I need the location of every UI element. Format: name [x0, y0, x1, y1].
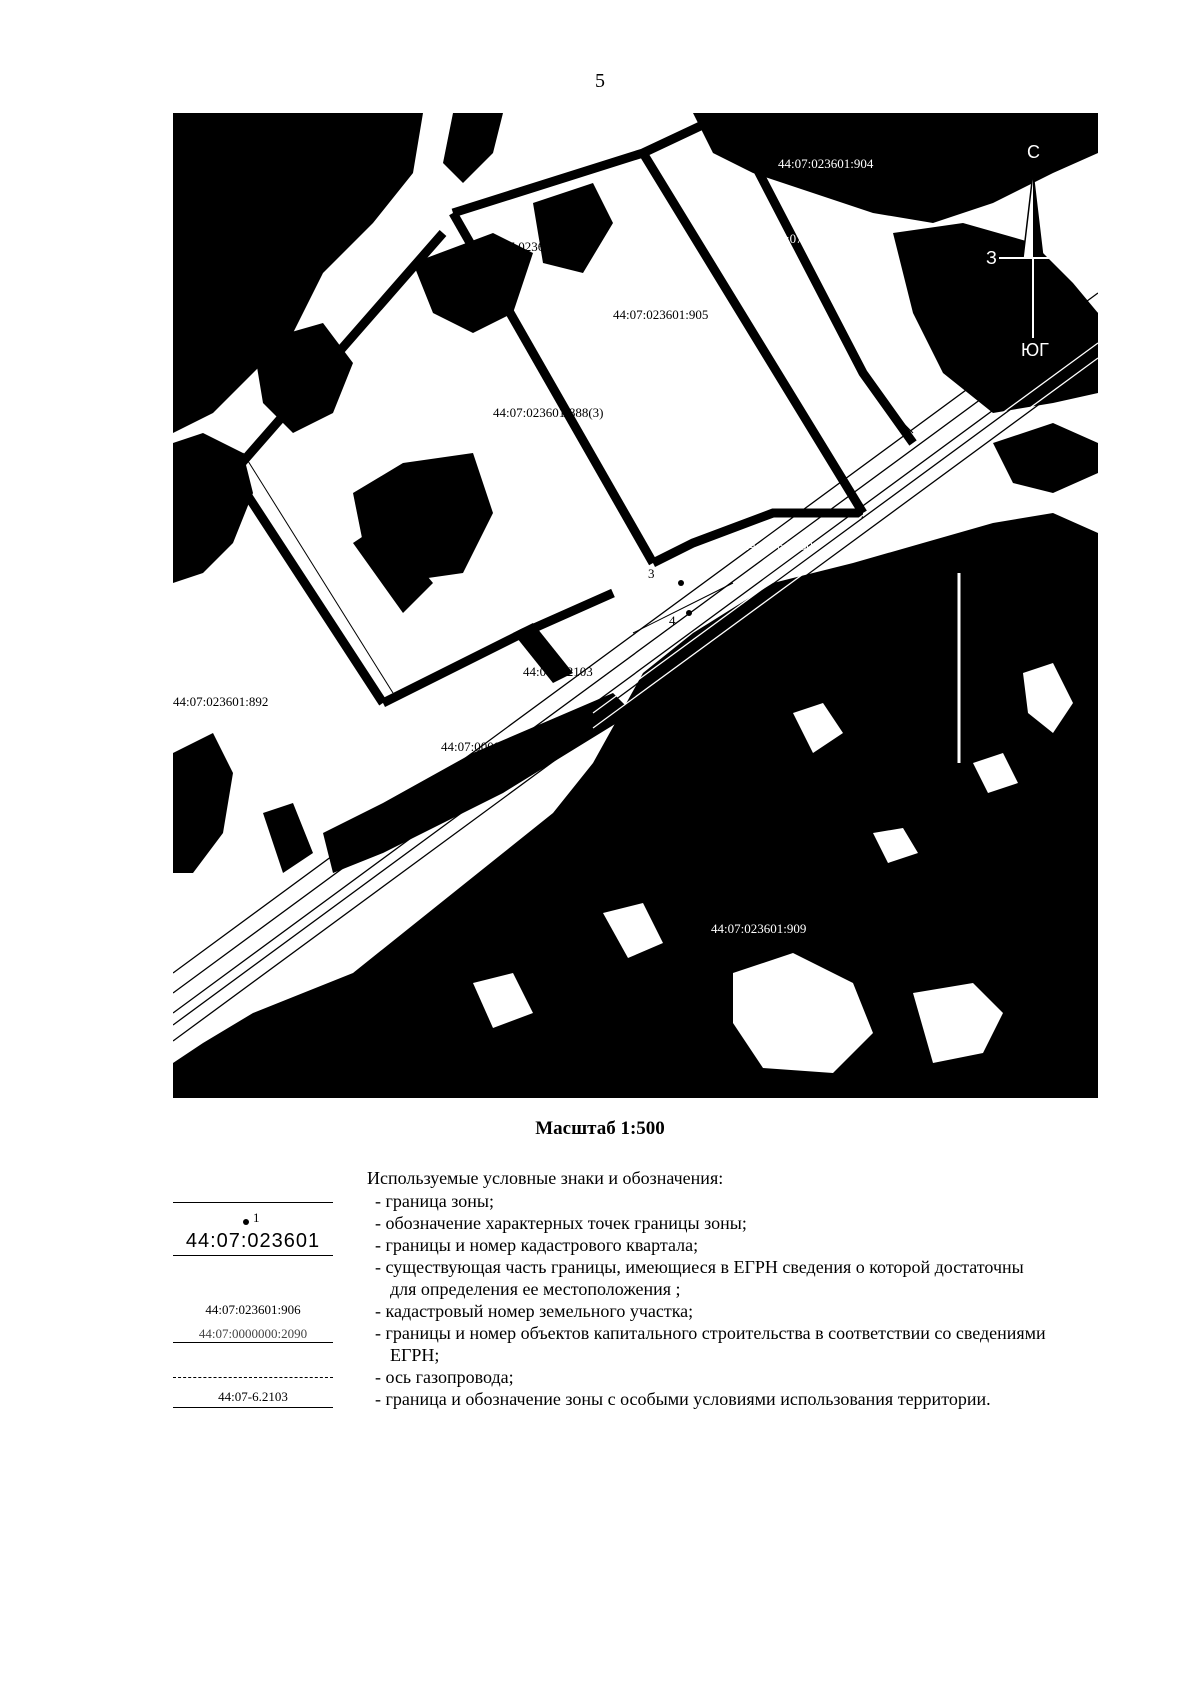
- legend-row-zone-boundary: [173, 1190, 1173, 1212]
- aerial-map: [173, 113, 1098, 1098]
- legend-symbol-building: [173, 1322, 333, 1344]
- legend-text: [375, 1256, 1024, 1300]
- legend-symbol-parcel: [173, 1300, 333, 1322]
- label-parcel-904: 44:07:023601:904: [778, 156, 874, 171]
- gas-axis-line: [173, 1377, 333, 1378]
- parcel-number: 44:07:023601:906: [205, 1302, 301, 1317]
- legend-row-quarter: [173, 1230, 1173, 1256]
- label-parcel-909: 44:07:023601:909: [711, 921, 807, 936]
- compass-north-label: С: [1027, 142, 1040, 162]
- legend-text: [375, 1322, 1046, 1366]
- label-parcel-892: 44:07:023601:892: [173, 694, 269, 709]
- legend-symbol-zone: [173, 1388, 333, 1410]
- label-zone-3980: 44:07-6.3980: [743, 538, 813, 553]
- label-point-4: 4: [669, 613, 676, 628]
- label-point-3: 3: [648, 566, 655, 581]
- building-number: 44:07:0000000:2090: [198, 1326, 308, 1341]
- legend-text: - ось газопровода;: [375, 1367, 514, 1387]
- page-number: 5: [595, 70, 605, 92]
- legend-text: - обозначение характерных точек границы зоны;: [375, 1213, 747, 1233]
- legend-text: - граница и обозначение зоны с особыми условиями использования территории.: [375, 1389, 991, 1409]
- legend-symbol-gas-axis: [173, 1366, 333, 1388]
- label-parcel-905: 44:07:023601:905: [613, 307, 709, 322]
- compass-east-label: В: [1069, 248, 1082, 268]
- map-canvas: [173, 113, 1098, 1098]
- legend-row-existing-boundary: [173, 1256, 1173, 1300]
- scale-label: Масштаб 1:500: [535, 1118, 665, 1139]
- legend-row-buildings: [173, 1322, 1173, 1366]
- legend-row-zone: [173, 1388, 1173, 1410]
- legend-symbol-existing-boundary: [173, 1256, 333, 1278]
- point-number: 1: [253, 1210, 260, 1225]
- legend-title: Используемые условные знаки и обозначения:: [367, 1168, 724, 1188]
- legend-text-line2: для определения ее местоположения ;: [390, 1279, 681, 1299]
- label-zone-2103: 44:07-6.2103: [523, 664, 593, 679]
- legend-symbol-quarter: [173, 1230, 333, 1256]
- legend-text: - граница зоны;: [375, 1191, 494, 1211]
- label-parcel-888: 44:07:023601:888(3): [493, 405, 604, 420]
- legend-text-line1: - существующая часть границы, имеющиеся в ЕГРН сведения о которой достаточны: [375, 1257, 1024, 1277]
- legend-text: - кадастровый номер земельного участка;: [375, 1301, 694, 1321]
- zone-number: 44:07-6.2103: [218, 1389, 288, 1404]
- legend-text-line2: ЕГРН;: [390, 1345, 440, 1365]
- label-parcel-4-35: 44:07:023601:4(35): [773, 231, 877, 246]
- label-parcel-35: 44:07:023601:35: [485, 239, 574, 254]
- legend-text-line1: - границы и номер объектов капитального строительства в соответствии со сведениями: [375, 1323, 1046, 1343]
- compass-west-label: З: [986, 248, 997, 268]
- legend-row-parcel: [173, 1300, 1173, 1322]
- compass-south-label: ЮГ: [1021, 340, 1049, 360]
- legend-text: - границы и номер кадастрового квартала;: [375, 1235, 699, 1255]
- point-dot-icon: [243, 1219, 249, 1225]
- legend-symbol-zone-boundary: [173, 1190, 333, 1212]
- label-building-2090: 44:07:000000:2090: [441, 739, 543, 754]
- quarter-number: 44:07:023601: [185, 1230, 321, 1252]
- label-parcel-906: 44:07:023601:906: [383, 494, 479, 509]
- legend-row-gas-axis: [173, 1366, 1173, 1388]
